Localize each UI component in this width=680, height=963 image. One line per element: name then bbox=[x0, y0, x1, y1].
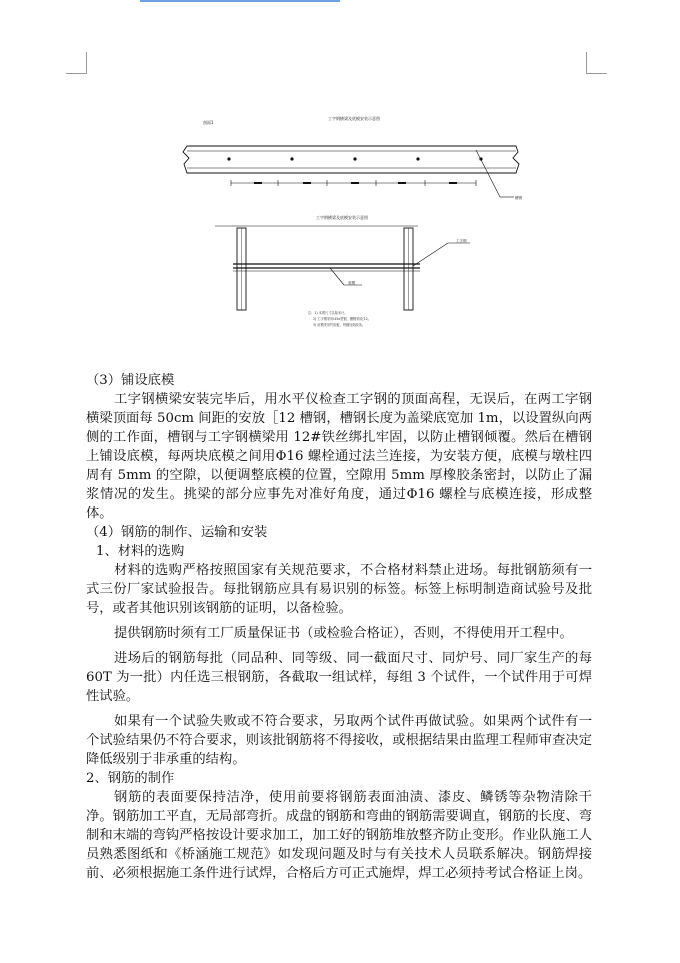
paragraph-material-2: 提供钢筋时须有工厂质量保证书（或检验合格证），否则，不得使用开工程中。 bbox=[114, 626, 573, 641]
paragraph-rebar-fabrication: 钢筋的表面要保持洁净，使用前要将钢筋表面油渍、漆皮、鳞锈等杂物清除干净。钢筋加工平直，无局部弯折。成盘的钢筋和弯曲的钢筋需要调直，钢筋的长度、弯制和末端的弯钩严格按设计要求加工，加工好的钢筋堆放整齐防止变形。作业队施工人员熟悉图纸和《桥涵施工规范》如发现问题及时与有关技术人员联系解决。钢筋焊接前、必须根据施工条件进行试焊，合格后方可正式施焊，焊工必须持考试合格证上岗。 bbox=[86, 790, 592, 881]
paragraph-material-3: 进场后的钢筋每批（同品种、同等级、同一截面尺寸、同炉号、同厂家生产的每 60T 为一批）内任选三根钢筋，各截取一组试样，每组 3 个试件，一个试件用于可焊性试验。 bbox=[86, 651, 592, 704]
dimension-line bbox=[231, 180, 476, 186]
subheading-rebar-fabrication: 2、钢筋的制作 bbox=[86, 771, 175, 786]
figure-note-3: 3) 底模采用竹胶板，拼缝处贴胶条。 bbox=[313, 323, 366, 327]
section-heading-rebar: （4）钢筋的制作、运输和安装 bbox=[86, 525, 268, 540]
callout-label-ibeam: 工字钢 bbox=[456, 239, 467, 243]
figure-label-section: 剖面1 bbox=[203, 120, 214, 125]
figure-note-1: 注：1) 本图尺寸以厘米计。 bbox=[308, 311, 348, 315]
figure-title-bottom: 工字钢横梁及底模安装示意图 bbox=[316, 215, 368, 220]
callout-label-channel: 槽钢 bbox=[515, 196, 522, 200]
cross-section-view bbox=[215, 226, 420, 310]
top-beam-elevation bbox=[183, 146, 519, 173]
callout-leader-top bbox=[476, 150, 514, 197]
document-body bbox=[86, 371, 592, 883]
beam-installation-figure bbox=[0, 0, 680, 370]
subheading-material-purchase: 1、材料的选购 bbox=[96, 544, 185, 559]
paragraph-formwork: 工字钢横梁安装完毕后，用水平仪检查工字钢的顶面高程，无误后，在两工字钢横梁顶面每 50cm 间距的安放［12 槽钢，槽钢长度为盖梁底宽加 1m，以设置纵向两侧的工作面，槽钢与工字钢横梁用 12#铁丝绑扎牢固，以防止槽钢倾覆。然后在槽钢上铺设底模，每两块底模之间用Φ16 螺栓通过法兰连接，为安装方便，底模与墩柱四周有 5mm 的空隙，以便调整底模的位置，空隙用 5mm 厚橡胶条密封，以防止了漏浆情况的发生。挑梁的部分应事先对准好角度，通过Φ16 螺栓与底模连接，形成整体。 bbox=[86, 392, 592, 521]
section-heading-formwork: （3）铺设底模 bbox=[86, 373, 175, 388]
figure-note-2: 2) 工字钢采用I45a型钢，槽钢采用[12。 bbox=[313, 317, 371, 321]
paragraph-material-1: 材料的选购严格按照国家有关规范要求，不合格材料禁止进场。每批钢筋须有一式三份厂家试验报告。每批钢筋应具有易识别的标签。标签上标明制造商试验号及批号，或者其他识别该钢筋的证明，以备检验。 bbox=[86, 563, 592, 616]
figure-title-top: 工字钢横梁及底模安装示意图 bbox=[328, 116, 380, 121]
paragraph-material-4: 如果有一个试验失败或不符合要求，另取两个试件再做试验。如果两个试件有一个试验结果仍不符合要求，则该批钢筋将不得接收，或根据结果由监理工程师审查决定降低级别于非承重的结构。 bbox=[86, 714, 592, 767]
bolt-holes bbox=[227, 157, 482, 160]
callout-label-formwork: 底模 bbox=[348, 281, 355, 285]
